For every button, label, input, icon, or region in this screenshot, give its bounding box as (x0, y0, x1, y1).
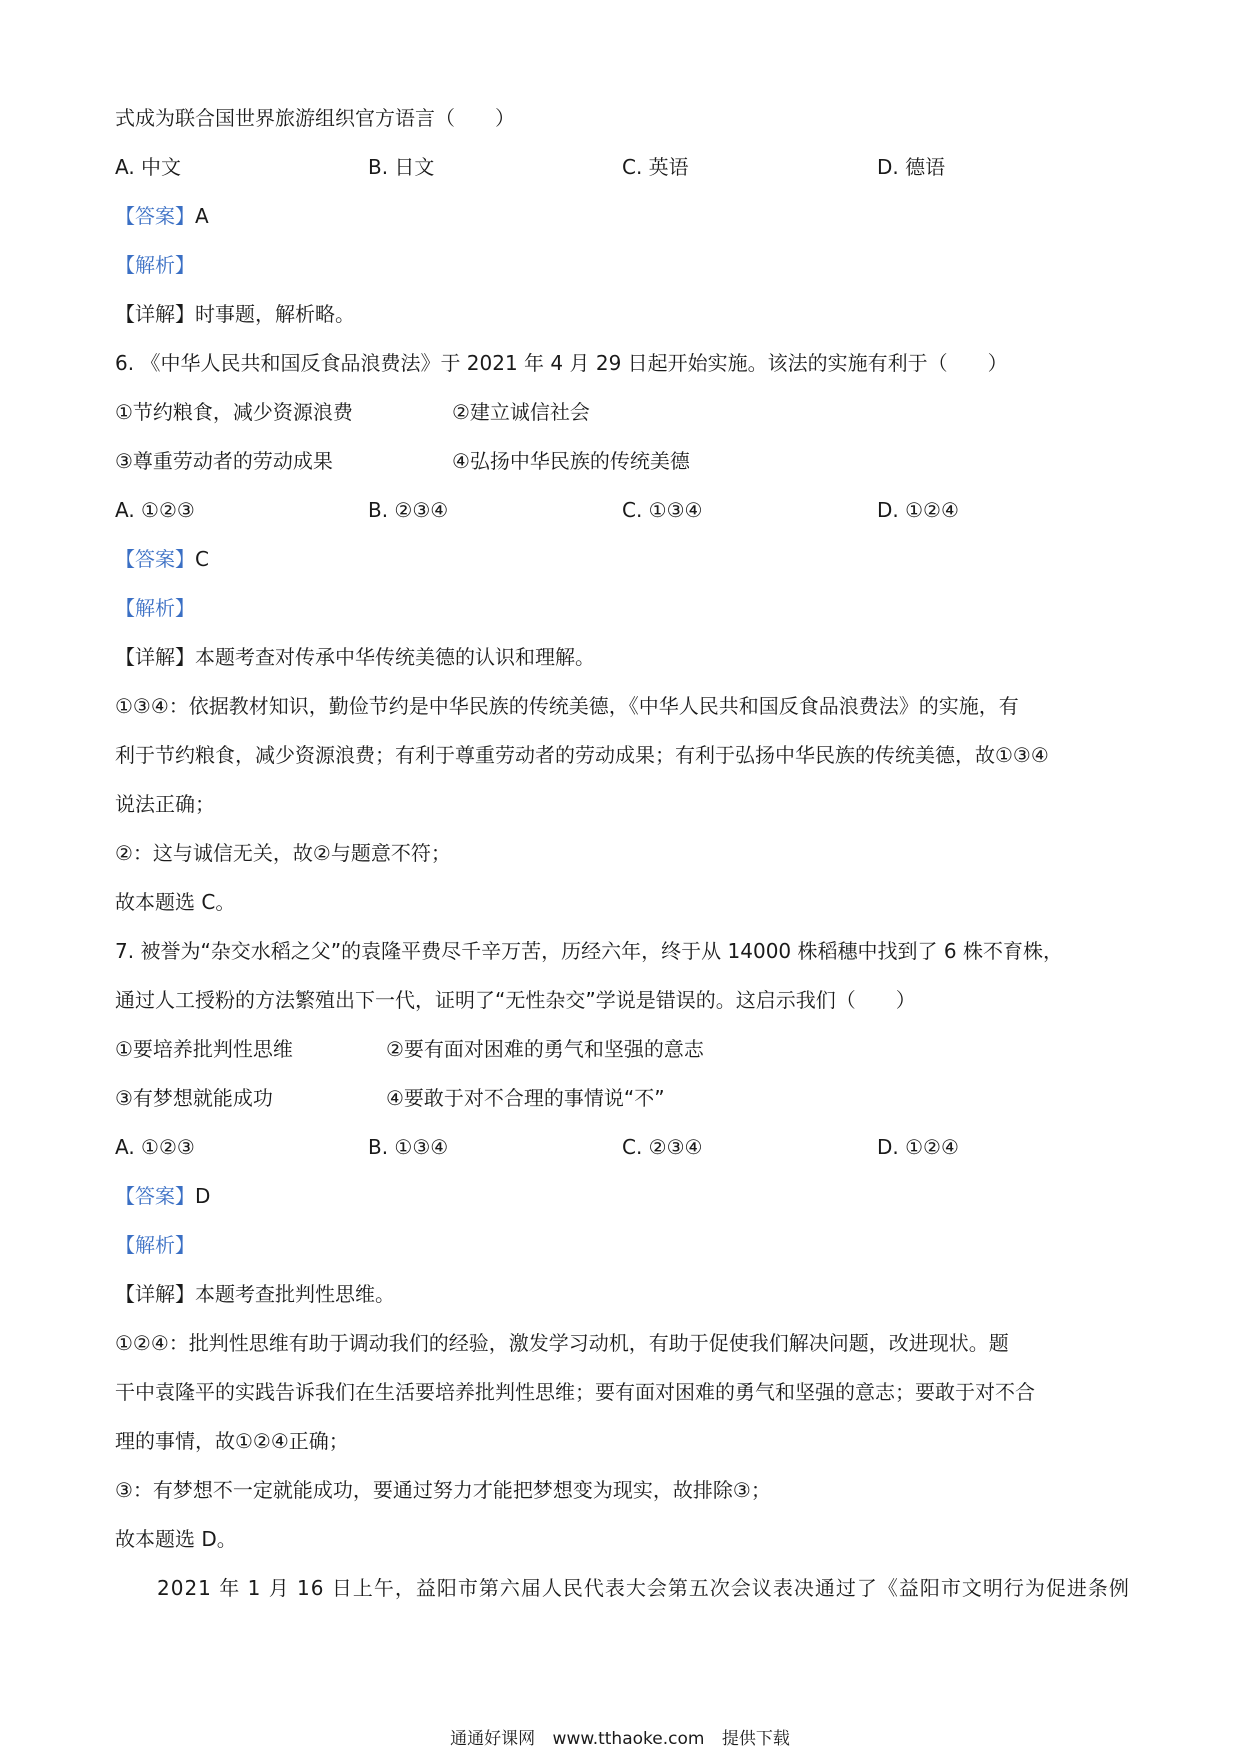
q7-stem-line: 通过人工授粉的方法繁殖出下一代，证明了“无性杂交”学说是错误的。这启示我们（ ） (115, 988, 916, 1012)
page-footer (0, 1728, 1240, 1750)
q5-stem: 式成为联合国世界旅游组织官方语言（ ） (115, 106, 515, 130)
q6-conclusion: 故本题选 C。 (115, 890, 236, 914)
footer-url[interactable]: www.tthaoke.com (552, 1729, 705, 1749)
q6-option-c: C. ①③④ (622, 498, 703, 522)
q5-detail: 【详解】时事题，解析略。 (115, 302, 355, 326)
answer-value: C (195, 547, 209, 571)
q6-explain-line: ①③④：依据教材知识，勤俭节约是中华民族的传统美德，《中华人民共和国反食品浪费法》的实施，有 (115, 694, 1019, 718)
q7-option-c: C. ②③④ (622, 1135, 703, 1159)
q6-detail: 【详解】本题考查对传承中华传统美德的认识和理解。 (115, 645, 595, 669)
q5-analysis-tag: 【解析】 (115, 253, 195, 277)
q7-item-1: ①要培养批判性思维 (115, 1037, 293, 1061)
q7-item-3: ③有梦想就能成功 (115, 1086, 273, 1110)
q6-answer (115, 545, 209, 573)
q5-option-b: B. 日文 (368, 155, 435, 179)
q6-option-a: A. ①②③ (115, 498, 195, 522)
q5-option-a: A. 中文 (115, 155, 182, 179)
footer-site-name: 通通好课网 (450, 1729, 536, 1749)
q7-stem-line: 7. 被誉为“杂交水稻之父”的袁隆平费尽千辛万苦，历经六年，终于从 14000 株稻穗中找到了 6 株不育株， (115, 939, 1063, 963)
q7-analysis-tag: 【解析】 (115, 1233, 195, 1257)
q7-item-4: ④要敢于对不合理的事情说“不” (386, 1086, 665, 1110)
q6-option-d: D. ①②④ (877, 498, 959, 522)
q5-option-c: C. 英语 (622, 155, 689, 179)
q7-option-b: B. ①③④ (368, 1135, 449, 1159)
footer-note: 提供下载 (721, 1729, 790, 1749)
q6-explain-line: 利于节约粮食，减少资源浪费；有利于尊重劳动者的劳动成果；有利于弘扬中华民族的传统美德，故①③④ (115, 743, 1049, 767)
q7-conclusion: 故本题选 D。 (115, 1527, 237, 1551)
q7-explain-line: ③：有梦想不一定就能成功，要通过努力才能把梦想变为现实，故排除③； (115, 1478, 771, 1502)
q7-explain-line: 干中袁隆平的实践告诉我们在生活要培养批判性思维；要有面对困难的勇气和坚强的意志；要敢于对不合 (115, 1380, 1035, 1404)
answer-tag: 【答案】 (115, 204, 195, 228)
q6-item-2: ②建立诚信社会 (452, 400, 590, 424)
q5-answer (115, 202, 209, 230)
q5-option-d: D. 德语 (877, 155, 946, 179)
q7-item-2: ②要有面对困难的勇气和坚强的意志 (386, 1037, 704, 1061)
q6-item-3: ③尊重劳动者的劳动成果 (115, 449, 333, 473)
next-question-intro: 2021 年 1 月 16 日上午，益阳市第六届人民代表大会第五次会议表决通过了《益阳市文明行为促进条例 (157, 1576, 1130, 1600)
q6-option-b: B. ②③④ (368, 498, 449, 522)
q6-analysis-tag: 【解析】 (115, 596, 195, 620)
q6-item-4: ④弘扬中华民族的传统美德 (452, 449, 690, 473)
q7-answer (115, 1182, 210, 1210)
q6-item-1: ①节约粮食，减少资源浪费 (115, 400, 353, 424)
q7-option-d: D. ①②④ (877, 1135, 959, 1159)
answer-tag: 【答案】 (115, 1184, 195, 1208)
answer-value: A (195, 204, 209, 228)
answer-value: D (195, 1184, 211, 1208)
q6-stem: 6. 《中华人民共和国反食品浪费法》于 2021 年 4 月 29 日起开始实施。该法的实施有利于（ ） (115, 351, 1008, 375)
q7-explain-line: 理的事情，故①②④正确； (115, 1429, 349, 1453)
q7-explain-line: ①②④：批判性思维有助于调动我们的经验，激发学习动机，有助于促使我们解决问题，改进现状。题 (115, 1331, 1009, 1355)
q7-option-a: A. ①②③ (115, 1135, 195, 1159)
q6-explain-line: ②：这与诚信无关，故②与题意不符； (115, 841, 451, 865)
q6-explain-line: 说法正确； (115, 792, 215, 816)
q7-detail: 【详解】本题考查批判性思维。 (115, 1282, 395, 1306)
answer-tag: 【答案】 (115, 547, 195, 571)
